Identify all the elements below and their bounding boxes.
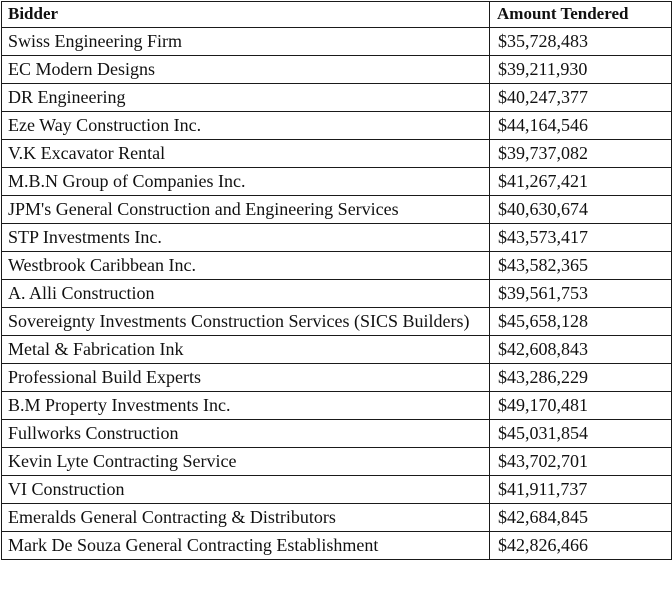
bidder-cell: VI Construction <box>2 476 490 504</box>
table-header <box>2 2 672 28</box>
table-row <box>2 392 672 420</box>
amount-cell: $42,608,843 <box>490 336 672 364</box>
amount-cell: $45,031,854 <box>490 420 672 448</box>
table-row <box>2 504 672 532</box>
bidder-cell: EC Modern Designs <box>2 56 490 84</box>
amount-cell: $43,582,365 <box>490 252 672 280</box>
table-row <box>2 420 672 448</box>
table-row <box>2 364 672 392</box>
amount-cell: $42,684,845 <box>490 504 672 532</box>
amount-cell: $49,170,481 <box>490 392 672 420</box>
amount-cell: $39,211,930 <box>490 56 672 84</box>
amount-cell: $40,630,674 <box>490 196 672 224</box>
table-row <box>2 476 672 504</box>
bidder-cell: A. Alli Construction <box>2 280 490 308</box>
bidder-cell: Emeralds General Contracting & Distributors <box>2 504 490 532</box>
bidder-cell: Swiss Engineering Firm <box>2 28 490 56</box>
amount-cell: $40,247,377 <box>490 84 672 112</box>
header-row <box>2 2 672 28</box>
table-row <box>2 84 672 112</box>
table-row <box>2 140 672 168</box>
table-row <box>2 56 672 84</box>
bidder-cell: B.M Property Investments Inc. <box>2 392 490 420</box>
amount-cell: $41,267,421 <box>490 168 672 196</box>
bidder-cell: V.K Excavator Rental <box>2 140 490 168</box>
table-row <box>2 28 672 56</box>
bidder-cell: Kevin Lyte Contracting Service <box>2 448 490 476</box>
table-body <box>2 28 672 560</box>
bidder-cell: DR Engineering <box>2 84 490 112</box>
table-row <box>2 448 672 476</box>
table-row <box>2 308 672 336</box>
bidder-cell: JPM's General Construction and Engineering Services <box>2 196 490 224</box>
amount-cell: $35,728,483 <box>490 28 672 56</box>
amount-cell: $39,561,753 <box>490 280 672 308</box>
bidder-cell: Mark De Souza General Contracting Establishment <box>2 532 490 560</box>
bidder-cell: Metal & Fabrication Ink <box>2 336 490 364</box>
bidder-cell: Professional Build Experts <box>2 364 490 392</box>
amount-cell: $39,737,082 <box>490 140 672 168</box>
bidder-cell: Eze Way Construction Inc. <box>2 112 490 140</box>
column-header-bidder: Bidder <box>2 2 490 28</box>
table-row <box>2 168 672 196</box>
amount-cell: $43,702,701 <box>490 448 672 476</box>
amount-cell: $42,826,466 <box>490 532 672 560</box>
amount-cell: $45,658,128 <box>490 308 672 336</box>
bidder-cell: M.B.N Group of Companies Inc. <box>2 168 490 196</box>
table-row <box>2 280 672 308</box>
amount-cell: $41,911,737 <box>490 476 672 504</box>
table-row <box>2 252 672 280</box>
table-row <box>2 336 672 364</box>
amount-cell: $43,573,417 <box>490 224 672 252</box>
amount-cell: $44,164,546 <box>490 112 672 140</box>
table-row <box>2 112 672 140</box>
table-row <box>2 196 672 224</box>
amount-cell: $43,286,229 <box>490 364 672 392</box>
bidder-cell: Westbrook Caribbean Inc. <box>2 252 490 280</box>
table-row <box>2 224 672 252</box>
table-row <box>2 532 672 560</box>
column-header-amount: Amount Tendered <box>490 2 672 28</box>
bidder-cell: Fullworks Construction <box>2 420 490 448</box>
bidder-cell: Sovereignty Investments Construction Services (SICS Builders) <box>2 308 490 336</box>
bidder-cell: STP Investments Inc. <box>2 224 490 252</box>
bids-table <box>1 1 672 560</box>
